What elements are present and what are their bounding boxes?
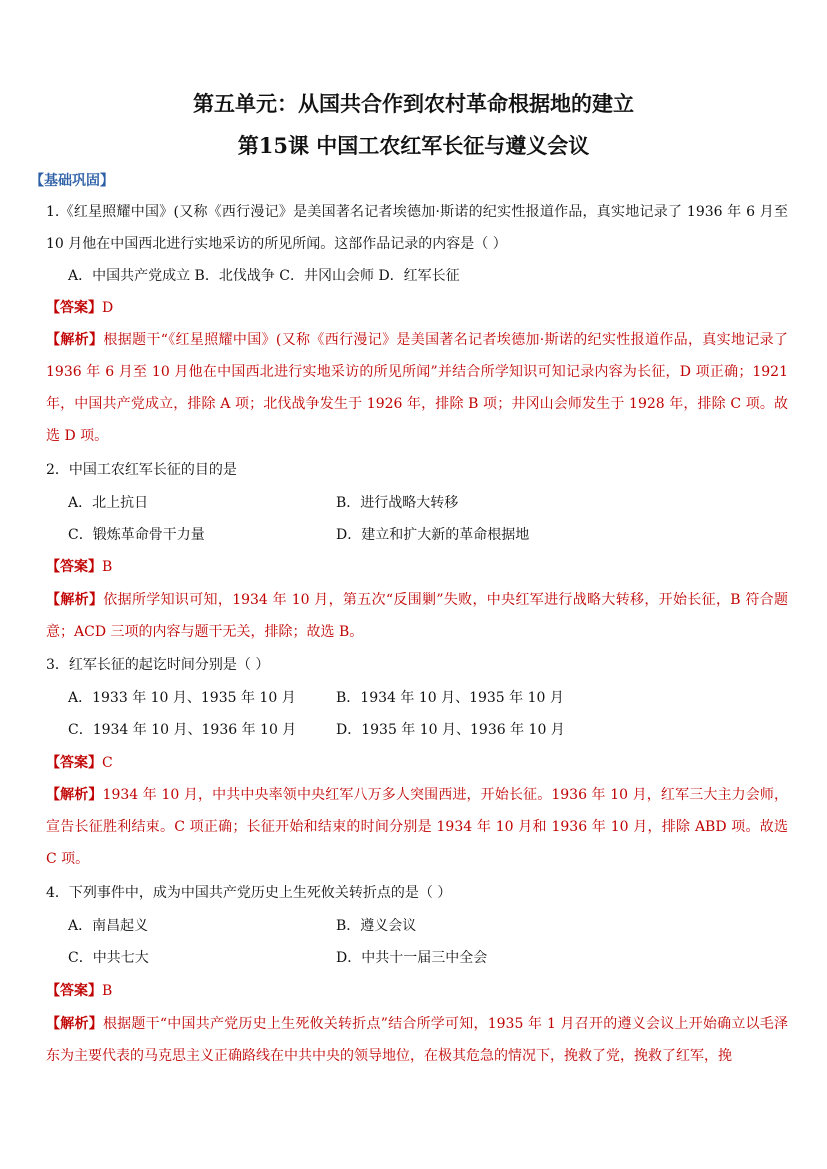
question-3-option-a: A．1933 年 10 月、1935 年 10 月 xyxy=(68,690,296,706)
analysis-text: 根据题干“中国共产党历史上生死攸关转折点”结合所学可知，1935 年 1 月召开的遵义会议上开始确立以毛泽东为主要代表的马克思主义正确路线在中共中央的领导地位，在极其危急的情况下，挽救了党，挽救了红军，挽 xyxy=(46,1016,789,1064)
question-2-analysis xyxy=(46,584,788,648)
answer-value: D xyxy=(102,300,114,316)
answer-tag: 【答案】 xyxy=(46,755,102,771)
section-label: 【基础巩固】 xyxy=(30,173,114,189)
question-2-answer xyxy=(46,551,788,583)
unit-title: 第五单元：从国共合作到农村革命根据地的建立 xyxy=(193,91,634,116)
question-1-answer xyxy=(46,292,788,324)
analysis-tag: 【解析】 xyxy=(46,592,104,608)
lesson-title: 第15课 中国工农红军长征与遵义会议 xyxy=(237,133,590,158)
question-3-stem: 3．红军长征的起讫时间分别是（ ） xyxy=(46,657,270,673)
analysis-tag: 【解析】 xyxy=(46,1016,103,1032)
analysis-tag: 【解析】 xyxy=(46,787,103,803)
question-4-option-a: A．南昌起义 xyxy=(68,918,149,934)
question-1-stem: 1.《红星照耀中国》(又称《西行漫记》是美国著名记者埃德加·斯诺的纪实性报道作品，真实地记录了 1936 年 6 月至 10 月他在中国西北进行实地采访的所见所闻。这部作品记录的内容是（ ） xyxy=(46,204,788,252)
question-4-option-c: C．中共七大 xyxy=(68,950,149,966)
question-2-option-d: D．建立和扩大新的革命根据地 xyxy=(336,527,530,543)
answer-tag: 【答案】 xyxy=(46,983,102,999)
question-3-analysis xyxy=(46,779,788,875)
question-4-answer xyxy=(46,975,788,1007)
analysis-text: 依据所学知识可知，1934 年 10 月，第五次“反围剿”失败，中央红军进行战略大转移，开始长征，B 符合题意；ACD 三项的内容与题干无关，排除；故选 B。 xyxy=(46,592,788,640)
question-3-option-b: B．1934 年 10 月、1935 年 10 月 xyxy=(336,690,564,706)
question-1-options: A．中国共产党成立 B．北伐战争 C．井冈山会师 D．红军长征 xyxy=(68,268,460,284)
analysis-text: 1934 年 10 月，中共中央率领中央红军八万多人突围西进，开始长征。1936 年 10 月，红军三大主力会师，宣告长征胜利结束。C 项正确；长征开始和结束的时间分别是 1934 年 10 月和 1936 年 10 月，排除 ABD 项。故选 C 项。 xyxy=(46,787,789,867)
question-3-option-d: D．1935 年 10 月、1936 年 10 月 xyxy=(336,722,565,738)
answer-value: B xyxy=(102,983,113,999)
question-4-analysis xyxy=(46,1008,788,1072)
analysis-text: 根据题干“《红星照耀中国》(又称《西行漫记》是美国著名记者埃德加·斯诺的纪实性报道作品，真实地记录了 1936 年 6 月至 10 月他在中国西北进行实地采访的所见所闻”并结合所学知识可知记录内容为长征，D 项正确；1921 年，中国共产党成立，排除 A 项；北伐战争发生于 1926 年，排除 B 项；井冈山会师发生于 1928 年，排除 C 项。故选 D 项。 xyxy=(46,332,788,444)
question-2-stem: 2．中国工农红军长征的目的是 xyxy=(46,462,237,478)
answer-value: C xyxy=(102,755,113,771)
question-2-option-c: C．锻炼革命骨干力量 xyxy=(68,527,205,543)
answer-tag: 【答案】 xyxy=(46,300,102,316)
question-2-option-b: B．进行战略大转移 xyxy=(336,495,459,511)
question-1-analysis xyxy=(46,324,788,452)
question-4-option-d: D．中共十一届三中全会 xyxy=(336,950,488,966)
analysis-tag: 【解析】 xyxy=(46,332,104,348)
question-2-option-a: A．北上抗日 xyxy=(68,495,149,511)
question-4-option-b: B．遵义会议 xyxy=(336,918,417,934)
question-4-stem: 4．下列事件中，成为中国共产党历史上生死攸关转折点的是（ ） xyxy=(46,885,452,901)
answer-tag: 【答案】 xyxy=(46,559,102,575)
question-3-option-c: C．1934 年 10 月、1936 年 10 月 xyxy=(68,722,297,738)
answer-value: B xyxy=(102,559,113,575)
question-3-answer xyxy=(46,747,788,779)
